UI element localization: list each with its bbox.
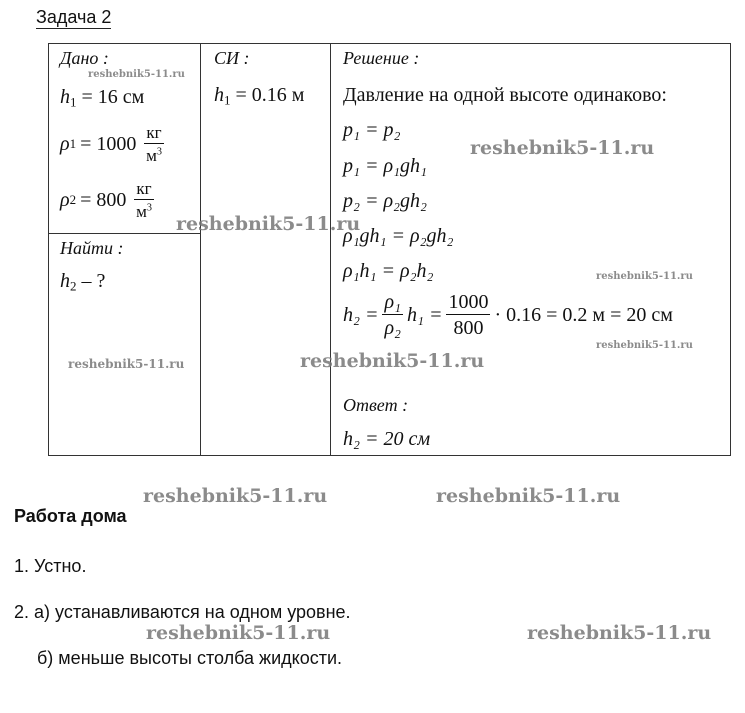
homework-item-2a: 2. а) устанавливаются на одном уровне. [14, 602, 351, 622]
task-title: Задача 2 [36, 7, 112, 27]
equation-3: p₂ = ρ₂gh₂ [343, 190, 427, 212]
answer-value: h₂ = 20 см [343, 428, 431, 450]
table-border-bottom [48, 455, 731, 456]
table-border-right [730, 43, 731, 456]
watermark: reshebnik5-11.ru [527, 622, 712, 644]
si-header: СИ : [214, 48, 250, 68]
equation-1: p₁ = p₂ [343, 119, 401, 141]
watermark: reshebnik5-11.ru [436, 485, 621, 507]
find-header: Найти : [60, 238, 124, 258]
watermark: reshebnik5-11.ru [88, 69, 185, 80]
table-border-left [48, 43, 49, 456]
table-divider-2 [330, 43, 331, 456]
watermark: reshebnik5-11.ru [146, 622, 331, 644]
answer-header: Ответ : [343, 395, 409, 415]
watermark: reshebnik5-11.ru [143, 485, 328, 507]
si-h1: $h_1 = 0.16$ м [214, 84, 305, 108]
watermark: reshebnik5-11.ru [596, 271, 693, 282]
homework-item-2b: б) меньше высоты столба жидкости. [37, 648, 343, 668]
equation-4: ρ₁gh₁ = ρ₂gh₂ [343, 225, 454, 247]
table-border-top [48, 43, 731, 44]
given-header: Дано : [60, 48, 109, 68]
homework-item-1: 1. Устно. [14, 556, 87, 576]
solution-header: Решение : [343, 48, 420, 68]
given-rho2: ρ 2 = 800 $\frac{кг}{м^3}$ [60, 179, 152, 221]
equation-2: p₁ = ρ₁gh₁ [343, 155, 427, 177]
solution-statement: Давление на одной высоте одинаково: [343, 84, 667, 106]
watermark: reshebnik5-11.ru [596, 340, 693, 351]
find-h2: $h_2$ – ? [60, 270, 106, 294]
homework-title: Работа дома [14, 506, 127, 526]
equation-5: ρ₁h₁ = ρ₂h₂ [343, 260, 434, 282]
watermark: reshebnik5-11.ru [68, 357, 185, 371]
given-h1: $h_1 = 16$ см [60, 86, 145, 110]
watermark: reshebnik5-11.ru [300, 350, 485, 372]
table-divider-1 [200, 43, 201, 456]
final-equation: h₂ = $\frac{\text{ρ₁}}{\text{ρ₂}}$ h₁ = $\frac{1000}{800}$ · 0.16 = 0.2 м = 20 см [343, 291, 673, 339]
given-rho1: ρ 1 = 1000 $\frac{кг}{м^3}$ [60, 123, 162, 165]
watermark: reshebnik5-11.ru [470, 137, 655, 159]
watermark: reshebnik5-11.ru [176, 213, 361, 235]
